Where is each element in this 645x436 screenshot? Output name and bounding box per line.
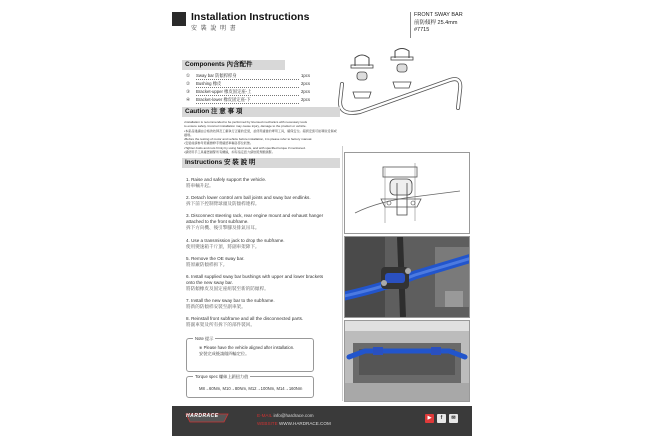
component-row: ④ Bracket-lower 橡皮固定座-下 2pcs	[186, 97, 311, 102]
instruction-sheet	[172, 6, 472, 426]
website-label: WEBSITE	[257, 421, 278, 426]
bushing-left	[357, 72, 367, 80]
column-divider	[342, 146, 343, 401]
contact-info	[257, 412, 331, 428]
website-link[interactable]: WWW.HARDRACE.COM	[278, 421, 331, 426]
note-label: Note 提示	[195, 336, 214, 341]
bracket-lower-right	[393, 82, 411, 88]
product-name: FRONT SWAY BAR	[414, 12, 463, 18]
email-link[interactable]: info@hardrace.com	[273, 413, 314, 418]
component-row: ① Sway bar 防傾桿桿身 1pcs	[186, 73, 311, 78]
photo-bushing-drawing	[344, 152, 470, 234]
bushing-right	[397, 64, 407, 72]
email-label: E-MAIL	[257, 413, 273, 418]
photo-subframe-overview	[344, 320, 470, 402]
page-subtitle: 安 裝 說 明 書	[191, 26, 237, 32]
instruction-step: 8. Reinstall front subframe and all the disconnected parts. 將副車架及所有拆下的部件裝回。	[186, 316, 304, 328]
page-title: Installation Instructions	[191, 11, 310, 23]
components-heading: Components 內含配件	[182, 60, 285, 70]
sway-bar-outline	[340, 79, 460, 113]
photo-installed-closeup	[344, 236, 470, 318]
instruction-step: 6. Install supplied sway bar bushings with upper and lower brackets onto the new sway bar. 將防傾橡皮及固定座組裝至新的防傾桿。	[186, 273, 324, 291]
caution-text: •Installation is recommended to be performed by licensed mechanics with necessary tools to ensure safety. Incorrect installation may cause injury, damage to the product or vehicle. •本產品建議由合格的技師及工廠執行正確的安裝，並使用適當的專用工具，確保安全。錯誤安裝可能導致受傷或損壞。 •Before the testing of motor and vehicle before installation, it is please refer to factory manual. •安裝前請參考原廠維修手冊確認車輛各部位狀態。 •Tighten bolts and nuts firmly by using hand tools, and with specified torque if mentioned. •請使用手工具確實鎖緊所有螺絲，如有指定扭力請依照規範鎖緊。	[184, 120, 337, 155]
note-box	[186, 338, 314, 372]
caution-heading: Caution 注 意 事 項	[182, 107, 340, 117]
bracket-upper-right	[391, 49, 413, 61]
instructions-heading: Instructions 安 裝 說 明	[182, 158, 340, 168]
mail-icon[interactable]: ✉	[449, 414, 458, 423]
youtube-icon[interactable]: ▶	[425, 414, 434, 423]
instruction-step: 4. Use a transmission jack to drop the subframe. 使用變速箱千斤頂，將副車架降下。	[186, 237, 285, 249]
instructions-list	[186, 177, 326, 335]
bracket-upper-left	[351, 55, 373, 68]
social-links	[425, 414, 458, 423]
facebook-icon[interactable]: f	[437, 414, 446, 423]
instruction-step: 3. Disconnect steering rack, rear engine mount and exhaust hanger attached to the front subframe. 拆下方向機、後引擎腳及排氣吊耳。	[186, 213, 324, 231]
footer	[172, 406, 472, 436]
note-text-en: ※ Please have the vehicle aligned after installation.	[199, 345, 295, 350]
instruction-step: 7. Install the new sway bar to the subframe. 將新的防傾桿安裝至副車架。	[186, 298, 275, 310]
components-list	[186, 72, 310, 104]
product-spec: 前防傾桿 25.4mm	[414, 19, 458, 26]
component-row: ③ Bracket-upper 橡皮固定座-上 2pcs	[186, 89, 311, 94]
product-info	[414, 12, 463, 35]
instruction-step: 1. Raise and safely support the vehicle. 將車輛升起。	[186, 177, 267, 188]
bracket-lower-left	[353, 92, 371, 98]
torque-box	[186, 376, 314, 398]
instruction-step: 2. Detach lower control arm ball joints and sway bar endlinks. 拆下前下控制臂球頭及防傾桿連桿。	[186, 195, 311, 207]
instruction-step: 5. Remove the OE sway bar. 將原廠防傾桿拆下。	[186, 255, 245, 267]
header-accent-bar	[172, 12, 186, 26]
footer-brand: HARDRACE	[186, 413, 219, 419]
header-divider	[410, 12, 411, 38]
torque-label: Torque spec 螺絲上鎖扭力值	[195, 374, 249, 379]
component-row: ② Bushing 橡皮 2pcs	[186, 81, 311, 86]
product-code: #7715	[414, 27, 430, 33]
torque-values: M8→60Nm, M10→80Nm, M12→100Nm, M14→160Nm	[199, 386, 303, 391]
note-text-zh: 安裝完成後請做四輪定位。	[199, 350, 250, 356]
